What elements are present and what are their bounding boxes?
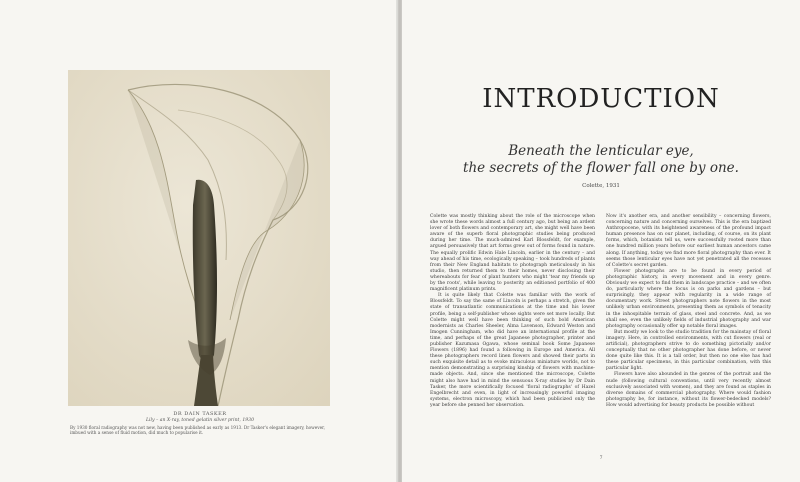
body-column-2 (606, 214, 771, 409)
caption-work: Lily – an X-ray, toned gelatin silver print, 1930 (145, 418, 255, 423)
caption-name: DR DAIN TASKER (173, 411, 227, 417)
paragraph: Now it's another era, and another sensibility – concerning flowers, concerning nature and concerning ourselves. This is the era baptized Anthropocene, with its heightened awareness of the profound impact human presence has on our planet, including, of course, on its plant forms, which, botanists tell us, were successfully rooted more than one hundred million years before our earliest human ancestors came along. If anything, today we find more floral photography than ever. It seems those lenticular eyes have not yet penetrated all the recesses of Colette's secret garden. (606, 214, 771, 268)
chapter-title: INTRODUCTION (482, 84, 720, 114)
photo-caption (70, 411, 330, 435)
paragraph: But mostly we look to the studio tradition for the mainstay of floral imagery. Here, in controlled environments, with cut flowers (real or artificial), photographers strive to do something pictorially and/or conceptually that no other photographer has done before, or never done quite like this. It is a tall order, but then no one else has had these particular specimens, in this particular combination, with this particular light. (606, 329, 771, 372)
paragraph: Flower photographs are to be found in every period of photographic history, in every movement and in every genre. Obviously we expect to find them in landscape practice – and we often do, particularly where the focus is on parks and gardens – but surprisingly, they appear with regularity in a wide range of documentary work. Street photographers note flowers in the most unlikely urban environments, presenting them as symbols of tenacity in the inhospitable terrain of glass, steel and concrete. And, as we shall see, even the unlikely fields of industrial photography and war photography occasionally offer up notable floral images. (606, 268, 771, 329)
body-column-1 (430, 214, 595, 409)
epigraph-line-1: Beneath the lenticular eye, (508, 143, 694, 159)
lily-xray-photograph (68, 70, 330, 406)
epigraph-attribution: Colette, 1931 (582, 183, 620, 189)
epigraph-line-2: the secrets of the flower fall one by one. (463, 160, 739, 176)
caption-description: By 1930 floral radiography was not new, having been published as early as 1913. Dr Tasker's elegant imagery, however, imbued with a sense of fluid motion, did much to popularise it. (70, 425, 325, 435)
left-page (0, 0, 398, 482)
paragraph: Colette was mostly thinking about the role of the microscope when she wrote these words almost a full century ago, but being an ardent lover of both flowers and contemporary art, she might well have been aware of the superb floral photographic studies being produced during her time. The much-admired Karl Blossfeldt, for example, argued persuasively that art forms grew out of forms found in nature. The equally prolific Edwin Hale Lincoln, earlier in the century – and way ahead of his time, ecologically speaking – took hundreds of plants from their New England habitats to photograph meticulously in his studio, then returned them to their homes, never disclosing their whereabouts for fear of plant hunters who might 'tear my friends up by the roots', while leaving to posterity an editioned portfolio of 400 magnificent platinum prints. (430, 214, 595, 293)
right-page (402, 0, 800, 482)
epigraph (442, 143, 760, 177)
paragraph: It is quite likely that Colette was familiar with the work of Blossfeldt. To say the same of Lincoln is perhaps a stretch, given the state of transatlantic communications at the time and his lower profile, being a self-publisher whose sights were set more locally. But Colette might well have been thinking of such bold American modernists as Charles Sheeler, Alma Lavenson, Edward Weston and Imogen Cunningham, who did have an international profile at the time, and perhaps of the great Japanese photographer, printer and publisher Kazumasa Ogawa, whose seminal book Some Japanese Flowers (1896) had found a following in Europe and America. All these photographers record linen flowers and showed their parts in such exquisite detail as to evoke miraculous miniature worlds, not to mention demonstrating a surprising kinship of flowers with machine-made objects. And, since she mentioned the microscope, Colette might also have had in mind the sensuous X-ray studies by Dr Dain Tasker, the more scientifically focused 'floral radiographs' of Hazel Engelbrecht and even, in light of increasingly powerful imaging systems, electron microscopy, which had been publicized only the year before she penned her observation. (430, 293, 595, 408)
page-number: 7 (599, 456, 603, 461)
paragraph: Flowers have also abounded in the genres of the portrait and the nude (following cultural conventions, until very recently almost exclusively associated with women), and they are found as staples in diverse domains of commercial photography. Where would fashion photography be, for instance, without its flower-bedecked models? How would advertising for beauty products be possible without (606, 372, 771, 408)
